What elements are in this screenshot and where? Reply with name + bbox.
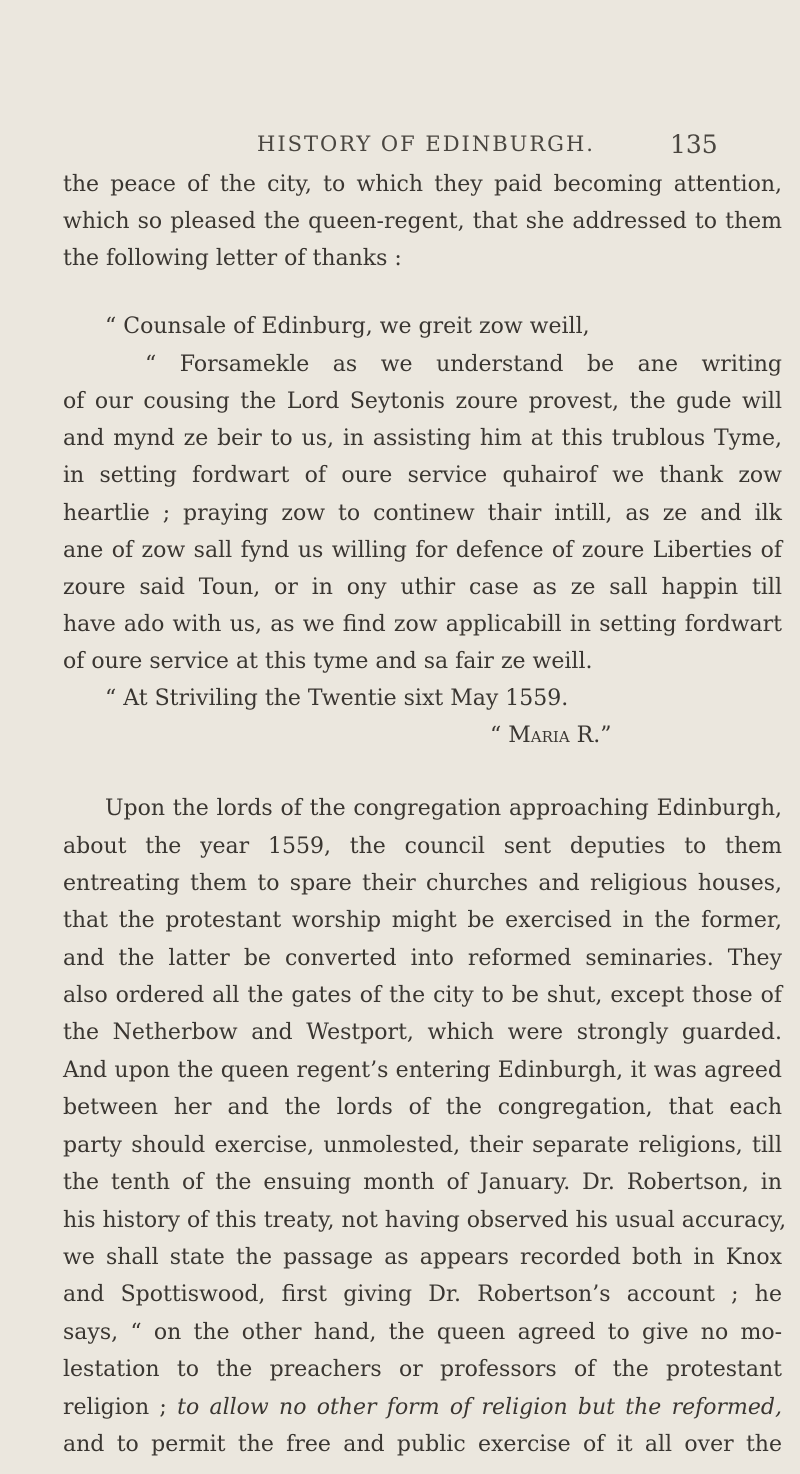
letter-dateline: “ At Striviling the Twentie sixt May 1559. [105, 686, 569, 711]
paragraph-line: entreating them to spare their churches and religious houses, [63, 871, 782, 896]
paragraph-line [63, 1393, 782, 1423]
paragraph-line: Upon the lords of the congregation approaching Edinburgh, [105, 796, 782, 821]
letter-line: have ado with us, as we find zow applicabill in setting fordwart [63, 612, 782, 637]
letter-line: “ Forsamekle as we understand be ane writing [145, 352, 782, 377]
letter-line: in setting fordwart of oure service quhairof we thank zow [63, 463, 782, 488]
letter-line: of our cousing the Lord Seytonis zoure provest, the gude will [63, 389, 782, 414]
letter-line: of oure service at this tyme and sa fair ze weill. [63, 649, 593, 674]
paragraph-line: we shall state the passage as appears recorded both in Knox [63, 1245, 782, 1270]
letter-line: zoure said Toun, or in ony uthir case as ze sall happin till [63, 575, 782, 600]
letter-line: ane of zow sall fynd us willing for defence of zoure Liberties of [63, 538, 782, 563]
paragraph-line: party should exercise, unmolested, their separate religions, till [63, 1133, 782, 1158]
paragraph-line: the Netherbow and Westport, which were strongly guarded. [63, 1020, 782, 1045]
paragraph-line: says, “ on the other hand, the queen agreed to give no mo- [63, 1320, 782, 1345]
running-title: HISTORY OF EDINBURGH. [257, 132, 595, 156]
paragraph-line: also ordered all the gates of the city to be shut, except those of [63, 983, 782, 1008]
letter-signature: “ Maria R.” [490, 723, 612, 748]
italic-quotation: to allow no other form of religion but the reformed, [177, 1395, 783, 1420]
running-header [0, 132, 800, 162]
paragraph-line: and Spottiswood, first giving Dr. Robertson’s account ; he [63, 1282, 782, 1307]
paragraph-line: the following letter of thanks : [63, 246, 402, 271]
paragraph-line: and to permit the free and public exercise of it all over the [63, 1432, 782, 1457]
letter-line: and mynd ze beir to us, in assisting him at this trublous Tyme, [63, 426, 782, 451]
paragraph-line: lestation to the preachers or professors of the protestant [63, 1357, 782, 1382]
paragraph-line: his history of this treaty, not having observed his usual accuracy, [63, 1208, 787, 1233]
roman-text: religion ; [63, 1395, 178, 1420]
paragraph-line: the tenth of the ensuing month of January. Dr. Robertson, in [63, 1170, 782, 1195]
paragraph-line: that the protestant worship might be exercised in the former, [63, 908, 782, 933]
paragraph-line: the peace of the city, to which they paid becoming attention, [63, 172, 782, 197]
paragraph-line: And upon the queen regent’s entering Edinburgh, it was agreed [63, 1058, 782, 1083]
paragraph-line: and the latter be converted into reformed seminaries. They [63, 946, 782, 971]
letter-salutation: “ Counsale of Edinburg, we greit zow weill, [105, 314, 590, 339]
paragraph-line: which so pleased the queen-regent, that she addressed to them [63, 209, 782, 234]
paragraph-line: between her and the lords of the congregation, that each [63, 1095, 782, 1120]
paragraph-line: about the year 1559, the council sent deputies to them [63, 834, 782, 859]
letter-line: heartlie ; praying zow to continew thair intill, as ze and ilk [63, 501, 782, 526]
page-number: 135 [670, 130, 718, 159]
